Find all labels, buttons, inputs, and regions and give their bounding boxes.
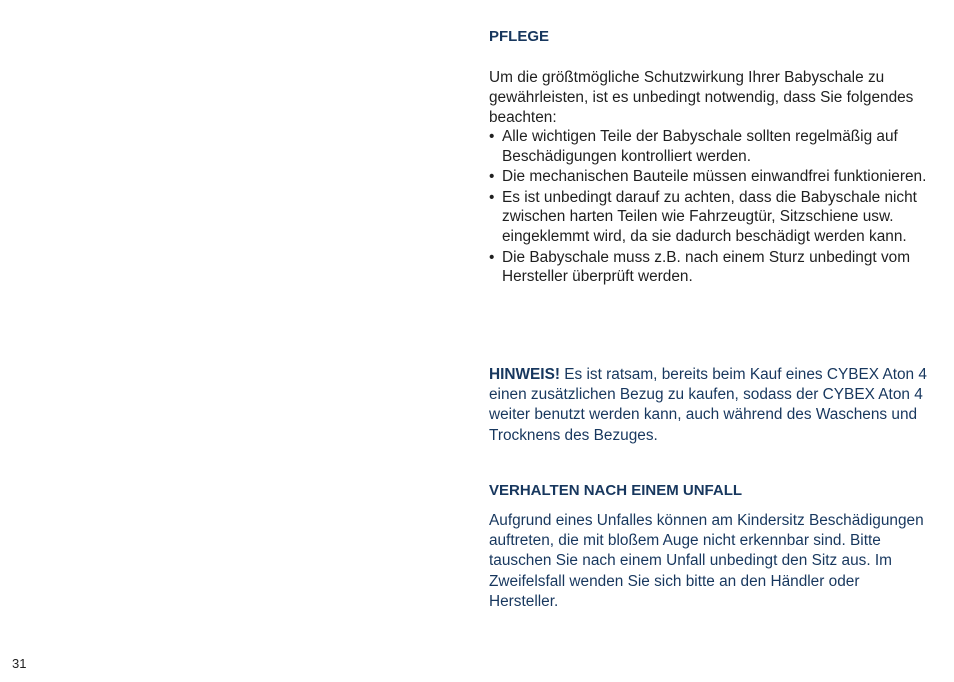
list-item-text: Die Babyschale muss z.B. nach einem Sturz unbedingt vom Hersteller überprüft werden. [502, 248, 911, 286]
page-number: 31 [12, 656, 27, 671]
bullet-icon: • [489, 248, 495, 266]
unfall-heading: VERHALTEN NACH EINEM UNFALL [489, 482, 743, 499]
list-item-text: Die mechanischen Bauteile müssen einwandfrei funktionieren. [502, 168, 927, 186]
bullet-icon: • [489, 128, 495, 145]
list-item [489, 248, 929, 287]
pflege-bullet-list [489, 127, 929, 288]
bullet-icon: • [489, 168, 495, 186]
hinweis-label: HINWEIS! [489, 366, 560, 383]
pflege-intro: Um die größtmögliche Schutzwirkung Ihrer Babyschale zu gewährleisten, ist es unbedingt notwendig, dass Sie folgendes beachten: [489, 69, 914, 126]
hinweis-note [489, 365, 929, 446]
pflege-heading: PFLEGE [489, 28, 550, 45]
list-item [489, 188, 929, 247]
unfall-text: Aufgrund eines Unfalles können am Kindersitz Beschädigungen auftreten, die mit bloßem Auge nicht erkennbar sind. Bitte tauschen Sie nach einem Unfall unbedingt den Sitz aus. Im Zweifelsfall wenden Sie sich bitte an den Händler oder Hersteller. [489, 512, 924, 610]
hinweis-text: Es ist ratsam, bereits beim Kauf eines CYBEX Aton 4 einen zusätzlichen Bezug zu kaufen, sodass der CYBEX Aton 4 weiter benutzt werden kann, auch während des Waschens und Trocknens des Bezuges. [489, 366, 927, 444]
list-item-text: Es ist unbedingt darauf zu achten, dass die Babyschale nicht zwischen harten Teilen wie Fahrzeugtür, Sitzschiene usw. eingeklemmt wird, da sie dadurch beschädigt werden kann. [502, 188, 917, 245]
list-item-text: Alle wichtigen Teile der Babyschale sollten regelmäßig auf Beschädigungen kontrolliert werden. [502, 128, 898, 165]
bullet-icon: • [489, 188, 495, 206]
list-item [489, 127, 929, 166]
list-item [489, 167, 929, 187]
